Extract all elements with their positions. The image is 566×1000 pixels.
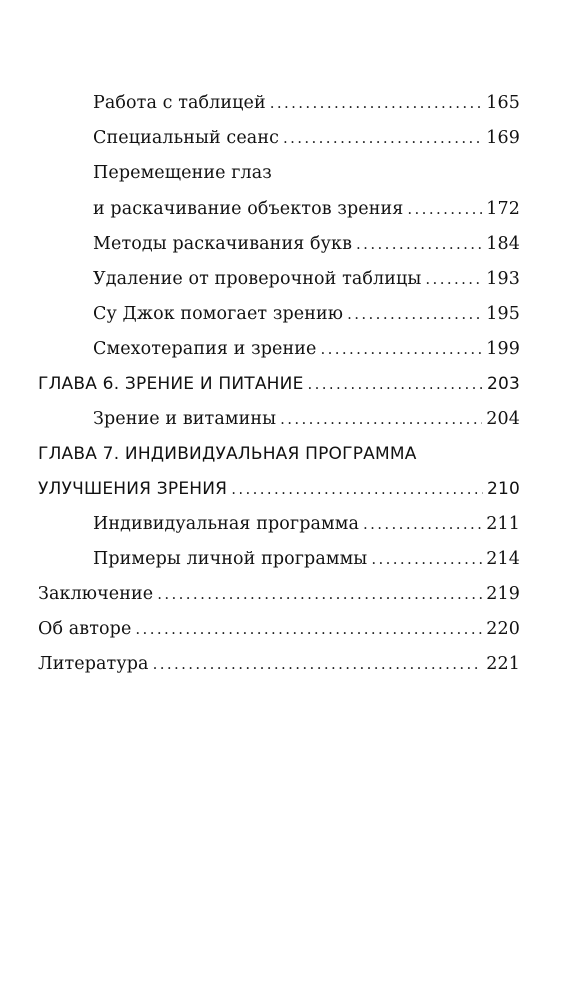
dot-leader bbox=[270, 90, 483, 116]
toc-entry-title: Методы раскачивания букв bbox=[93, 234, 353, 254]
dot-leader bbox=[135, 616, 482, 642]
dot-leader bbox=[320, 336, 482, 362]
toc-entry-page: 214 bbox=[486, 549, 520, 569]
dot-leader bbox=[347, 301, 482, 327]
toc-entry bbox=[38, 581, 520, 607]
toc-entry-title: Су Джок помогает зрению bbox=[93, 304, 344, 324]
toc-entry-title: Заключение bbox=[38, 584, 154, 604]
toc-entry-page: 169 bbox=[486, 128, 520, 148]
toc-chapter-title: ГЛАВА 6. ЗРЕНИЕ И ПИТАНИЕ bbox=[38, 374, 304, 394]
toc-entry-title: Зрение и витамины bbox=[93, 409, 277, 429]
dot-leader bbox=[425, 266, 482, 292]
toc-entry bbox=[93, 301, 520, 327]
toc-entry bbox=[93, 196, 520, 222]
dot-leader bbox=[407, 196, 482, 222]
dot-leader bbox=[363, 511, 482, 537]
toc-entry-page: 203 bbox=[486, 374, 520, 394]
toc-entry bbox=[38, 651, 520, 677]
toc-entry-title: Специальный сеанс bbox=[93, 128, 279, 148]
toc-entry bbox=[93, 406, 520, 432]
toc-entry bbox=[93, 546, 520, 572]
toc-chapter-entry bbox=[38, 371, 520, 397]
toc-entry-title: Работа с таблицей bbox=[93, 93, 266, 113]
toc-chapter-title: УЛУЧШЕНИЯ ЗРЕНИЯ bbox=[38, 479, 228, 499]
dot-leader bbox=[283, 125, 482, 151]
toc-entry bbox=[93, 511, 520, 537]
toc-entry bbox=[93, 90, 520, 116]
toc-entry-page: 210 bbox=[486, 479, 520, 499]
toc-entry-page: 199 bbox=[486, 339, 520, 359]
dot-leader bbox=[280, 406, 482, 432]
dot-leader bbox=[356, 231, 482, 257]
toc-entry bbox=[93, 336, 520, 362]
dot-leader bbox=[371, 546, 482, 572]
toc-entry-page: 204 bbox=[486, 409, 520, 429]
toc-chapter-entry bbox=[38, 476, 520, 502]
toc-entry-page: 220 bbox=[486, 619, 520, 639]
toc-entry bbox=[93, 231, 520, 257]
dot-leader bbox=[231, 476, 483, 502]
dot-leader bbox=[157, 581, 482, 607]
toc-entry-title: Примеры личной программы bbox=[93, 549, 368, 569]
toc-entry-title: Индивидуальная программа bbox=[93, 514, 359, 534]
toc-entry-title: Удаление от проверочной таблицы bbox=[93, 269, 422, 289]
toc-entry-page: 193 bbox=[486, 269, 520, 289]
toc-entry-title: и раскачивание объектов зрения bbox=[93, 199, 404, 219]
toc-entry bbox=[93, 125, 520, 151]
toc-entry-page: 221 bbox=[486, 654, 520, 674]
toc-entry-page: 172 bbox=[486, 199, 520, 219]
toc-entry-page: 184 bbox=[486, 234, 520, 254]
toc-entry-page: 165 bbox=[486, 93, 520, 113]
toc-entry-title-line1: Перемещение глаз bbox=[93, 163, 272, 183]
dot-leader bbox=[153, 651, 483, 677]
toc-entry-title: Об авторе bbox=[38, 619, 132, 639]
toc-entry bbox=[93, 266, 520, 292]
toc-entry-title: Смехотерапия и зрение bbox=[93, 339, 317, 359]
toc-entry bbox=[38, 616, 520, 642]
toc-entry-page: 211 bbox=[486, 514, 520, 534]
toc-entry-page: 195 bbox=[486, 304, 520, 324]
toc-chapter-title-line1: ГЛАВА 7. ИНДИВИДУАЛЬНАЯ ПРОГРАММА bbox=[38, 444, 417, 464]
dot-leader bbox=[308, 371, 483, 397]
toc-entry-title: Литература bbox=[38, 654, 149, 674]
toc-entry-page: 219 bbox=[486, 584, 520, 604]
